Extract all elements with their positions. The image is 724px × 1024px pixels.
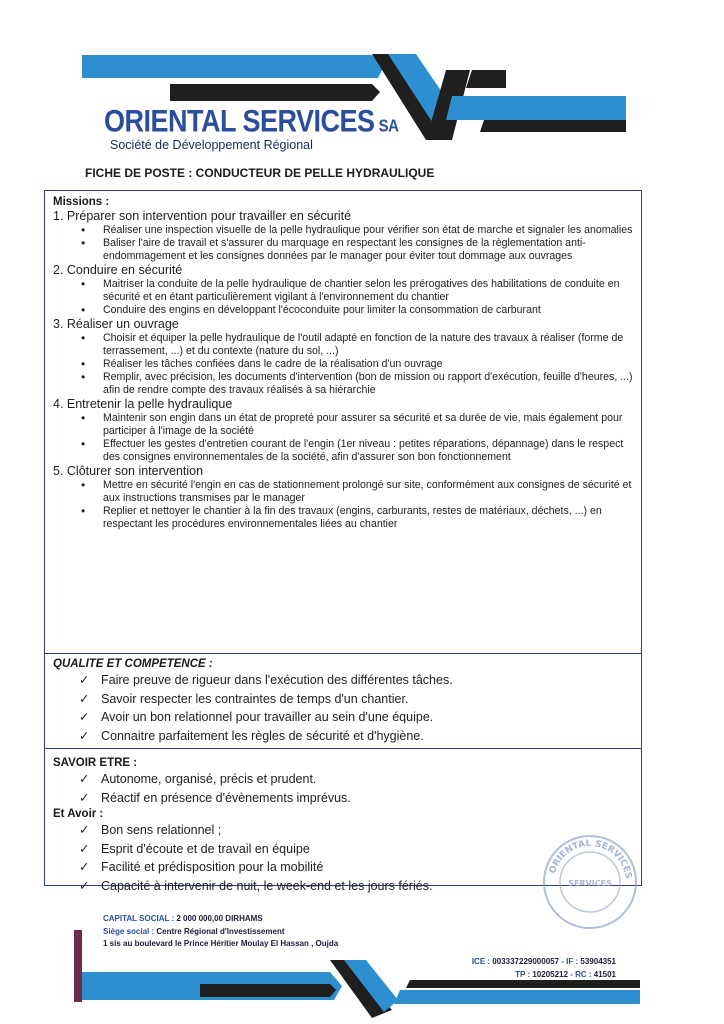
mission-5 [53,464,633,531]
list-item: • Réaliser une inspection visuelle de la pelle hydraulique pour vérifier son état de marche et signaler les anomalies [95,224,633,237]
mission-title: 2. Conduire en sécurité [53,263,183,277]
content-box [44,190,642,893]
siege-label: Siège social : [103,926,155,936]
list-item: • Maitriser la conduite de la pelle hydraulique de chantier selon les prérogatives des habilitations de conduite en sécurité et en étant particulièrement vigilant à l'environnement du chantier [95,278,633,304]
check-icon: ✓ [79,790,90,805]
ice-label: ICE : [471,957,491,966]
if-value: 53904351 [580,957,616,966]
list-item: • Choisir et équiper la pelle hydraulique de l'outil adapté en fonction de la nature des travaux à réaliser (forme de terrassement, ...) et du contexte (nature du sol, ...) [95,332,633,358]
company-subtitle: Société de Développement Régional [110,138,313,152]
check-icon: ✓ [79,728,90,743]
missions-heading: Missions : [53,196,110,208]
list-item: • Maintenir son engin dans un état de propreté pour assurer sa sécurité et sa durée de vie, mais également pour participer à l'image de la société [95,412,633,438]
check-icon: ✓ [79,841,90,856]
list-item: • Réaliser les tâches confiées dans le cadre de la réalisation d'un ouvrage [95,358,633,371]
header-blue-band-top [82,55,384,78]
tp-value: 10205212 [532,970,568,979]
company-name [104,104,398,140]
company-stamp [540,832,640,932]
header-dark-band-right-2 [480,120,626,132]
list-item-text: Autonome, organisé, précis et prudent. [101,772,317,786]
list-item: • Mettre en sécurité l'engin en cas de stationnement prolongé sur site, conformément aux consignes de sécurité et aux instructions transmises par le manager [95,479,633,505]
list-item-text: Faire preuve de rigueur dans l'exécution des différentes tâches. [101,673,453,687]
list-item [79,770,633,789]
footer-blue-band-right [394,990,640,1004]
mission-4 [53,397,633,464]
capital-value: 2 000 000,00 DIRHAMS [176,914,263,923]
check-icon: ✓ [79,710,90,724]
missions-section [45,191,641,654]
list-item-text: Facilité et prédisposition pour la mobilité [101,860,324,874]
header-blue-band-right [446,96,626,120]
footer-company-info [103,913,338,951]
footer-siege [103,926,338,939]
tp-label: TP : [515,970,531,979]
footer-dark-band [200,984,336,997]
capital-label: CAPITAL SOCIAL : [103,914,175,923]
footer-tp-rc [440,968,616,981]
header-dark-band [170,84,380,101]
list-item-text: Bon sens relationnel ; [101,823,222,837]
list-item: • Remplir, avec précision, les documents d'intervention (bon de mission ou rapport d'exécution, feuille d'heures, ...) afin de rendre compte des travaux réalisés à sa hiérarchie [95,371,633,397]
mission-1 [53,209,633,263]
mission-title: 1. Préparer son intervention pour travailler en sécurité [53,209,352,223]
list-item-text: Capacité à intervenir de nuit, le week-end et les jours fériés. [101,878,433,893]
check-icon: ✓ [79,823,90,837]
qualite-section [45,654,641,749]
footer-capital [103,913,338,926]
list-item: • Replier et nettoyer le chantier à la fin des travaux (engins, carburants, restes de matériaux, déchets, ...) en respectant les procédures environnementales liées au chantier [95,505,633,531]
list-item-text: Savoir respecter les contraintes de temps d'un chantier. [101,691,409,706]
mission-2 [53,263,633,317]
list-item-text: Avoir un bon relationnel pour travailler au sein d'une équipe. [101,710,434,724]
footer-ids [440,955,616,981]
footer-dark-band-right [406,980,640,988]
siege-value: Centre Régional d'Investissement [156,926,285,936]
rc-label: - RC : [570,970,592,979]
header-dark-band-right [466,70,506,88]
list-item: • Conduire des engins en développant l'écoconduite pour limiter la consommation de carburant [95,304,633,317]
check-icon: ✓ [79,673,90,687]
list-item: • Baliser l'aire de travail et s'assurer du marquage en respectant les consignes de la règlementation anti-endommagement et les consignes données par le manager pour éviter tout dommage aux ouvrages [95,237,633,263]
rc-value: 41501 [593,970,616,979]
list-item [79,690,633,709]
et-avoir-heading: Et Avoir : [53,808,104,820]
company-name-text: ORIENTAL SERVICES [104,104,375,139]
footer-ice-if [440,955,616,968]
footer-accent-bar [74,930,82,1002]
list-item [79,727,633,746]
qualite-heading: QUALITE ET COMPETENCE : [53,658,213,670]
list-item-text: Esprit d'écoute et de travail en équipe [101,841,310,856]
mission-title: 3. Réaliser un ouvrage [53,317,179,331]
list-item-text: Réactif en présence d'évènements imprévus. [101,790,351,805]
check-icon: ✓ [79,878,90,893]
mission-title: 5. Clôturer son intervention [53,464,204,478]
document-title: FICHE DE POSTE : CONDUCTEUR DE PELLE HYDRAULIQUE [85,166,435,180]
stamp-arc-text: ORIENTAL SERVICES [548,838,633,880]
ice-value: 003337229000057 [492,957,560,966]
stamp-center-text: SERVICES [568,879,612,888]
footer-address: 1 sis au boulevard le Prince Héritier Moulay El Hassan , Oujda [103,939,339,948]
company-suffix: SA [378,116,399,137]
check-icon: ✓ [79,691,90,706]
list-item [79,671,633,690]
mission-title: 4. Entretenir la pelle hydraulique [53,397,233,411]
check-icon: ✓ [79,772,90,786]
list-item: • Effectuer les gestes d'entretien courant de l'engin (1er niveau : petites réparations, dépannage) dans le respect des consignes environnementales de la société, afin d'assurer son bon fonctionnement [95,438,633,464]
list-item-text: Connaitre parfaitement les règles de sécurité et d'hygiène. [101,728,424,743]
mission-3 [53,317,633,397]
check-icon: ✓ [79,860,90,874]
savoir-etre-heading: SAVOIR ETRE : [53,757,138,769]
list-item [79,789,633,808]
list-item [79,708,633,727]
if-label: - IF : [561,957,579,966]
